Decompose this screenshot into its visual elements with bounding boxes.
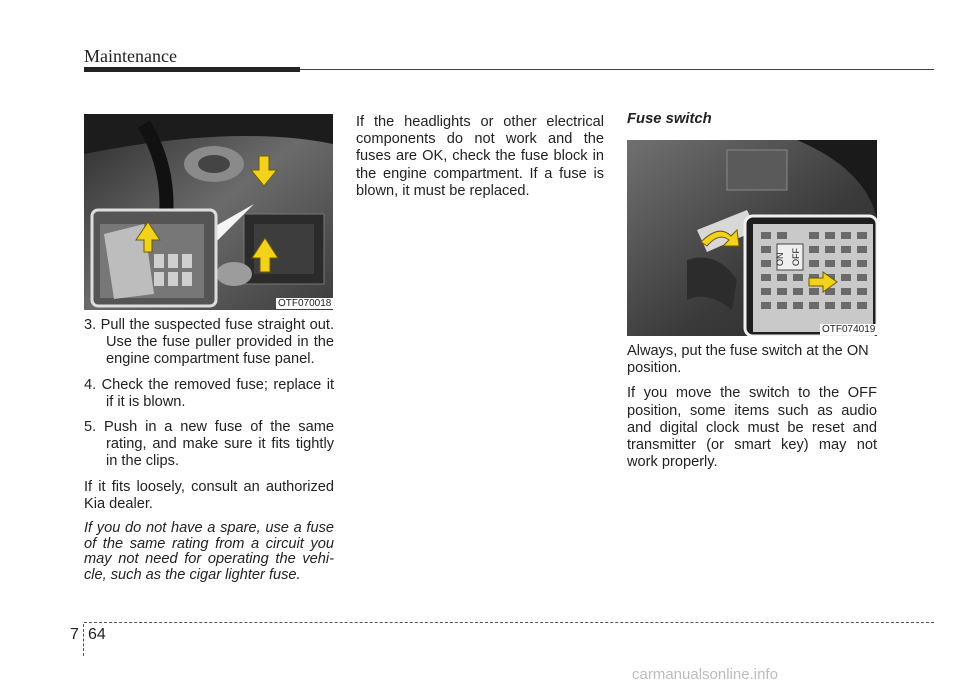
fuse-block-paragraph: If the headlights or other electrical components do not work and the fuses are OK, check the fuse block in the engine compartment. If a fuse is blown, it must be replaced. — [356, 114, 604, 199]
off-position-paragraph: If you move the switch to the OFF position, some items such as audio and digital clock must be reset and transmitter (or smart key) may not work properly. — [627, 385, 877, 471]
header-bar — [84, 67, 300, 72]
section-title-fuse-switch: Fuse switch — [627, 111, 712, 127]
page-header-title: Maintenance — [84, 46, 177, 66]
header-rule — [300, 69, 934, 70]
step-3: 3. Pull the suspected fuse straight out. Use the fuse puller provided in the engine compartment fuse panel. — [84, 317, 334, 368]
right-column — [627, 343, 877, 479]
engine-compartment-illustration — [84, 114, 333, 310]
fuse-switch-illustration — [627, 140, 877, 336]
figure-code-label-2: OTF074019 — [822, 324, 876, 335]
page-number: 64 — [88, 626, 106, 643]
figure-code-label: OTF070018 — [278, 298, 332, 309]
spare-fuse-note: If you do not have a spare, use a fuse of the same rating from a circuit you may not need for operating the vehi-cle, such as the cigar lighter fuse. — [84, 520, 334, 583]
step-5: 5. Push in a new fuse of the same rating, and make sure it fits tightly in the clips. — [84, 419, 334, 470]
engine-compartment-photo — [84, 114, 333, 310]
middle-column — [356, 114, 604, 208]
on-position-paragraph: Always, put the fuse switch at the ON position. — [627, 343, 869, 377]
footer-divider — [83, 624, 84, 656]
watermark-text: carmanualsonline.info — [632, 666, 778, 683]
chapter-number: 7 — [70, 626, 79, 643]
left-column — [84, 317, 334, 591]
step-4: 4. Check the removed fuse; replace it if it is blown. — [84, 376, 334, 410]
switch-off-label: OFF — [791, 248, 801, 266]
footer-rule — [84, 622, 934, 623]
switch-on-label: ON — [775, 252, 785, 266]
fuse-switch-photo — [627, 140, 877, 336]
dealer-paragraph: If it fits loosely, consult an authorized Kia dealer. — [84, 478, 334, 512]
